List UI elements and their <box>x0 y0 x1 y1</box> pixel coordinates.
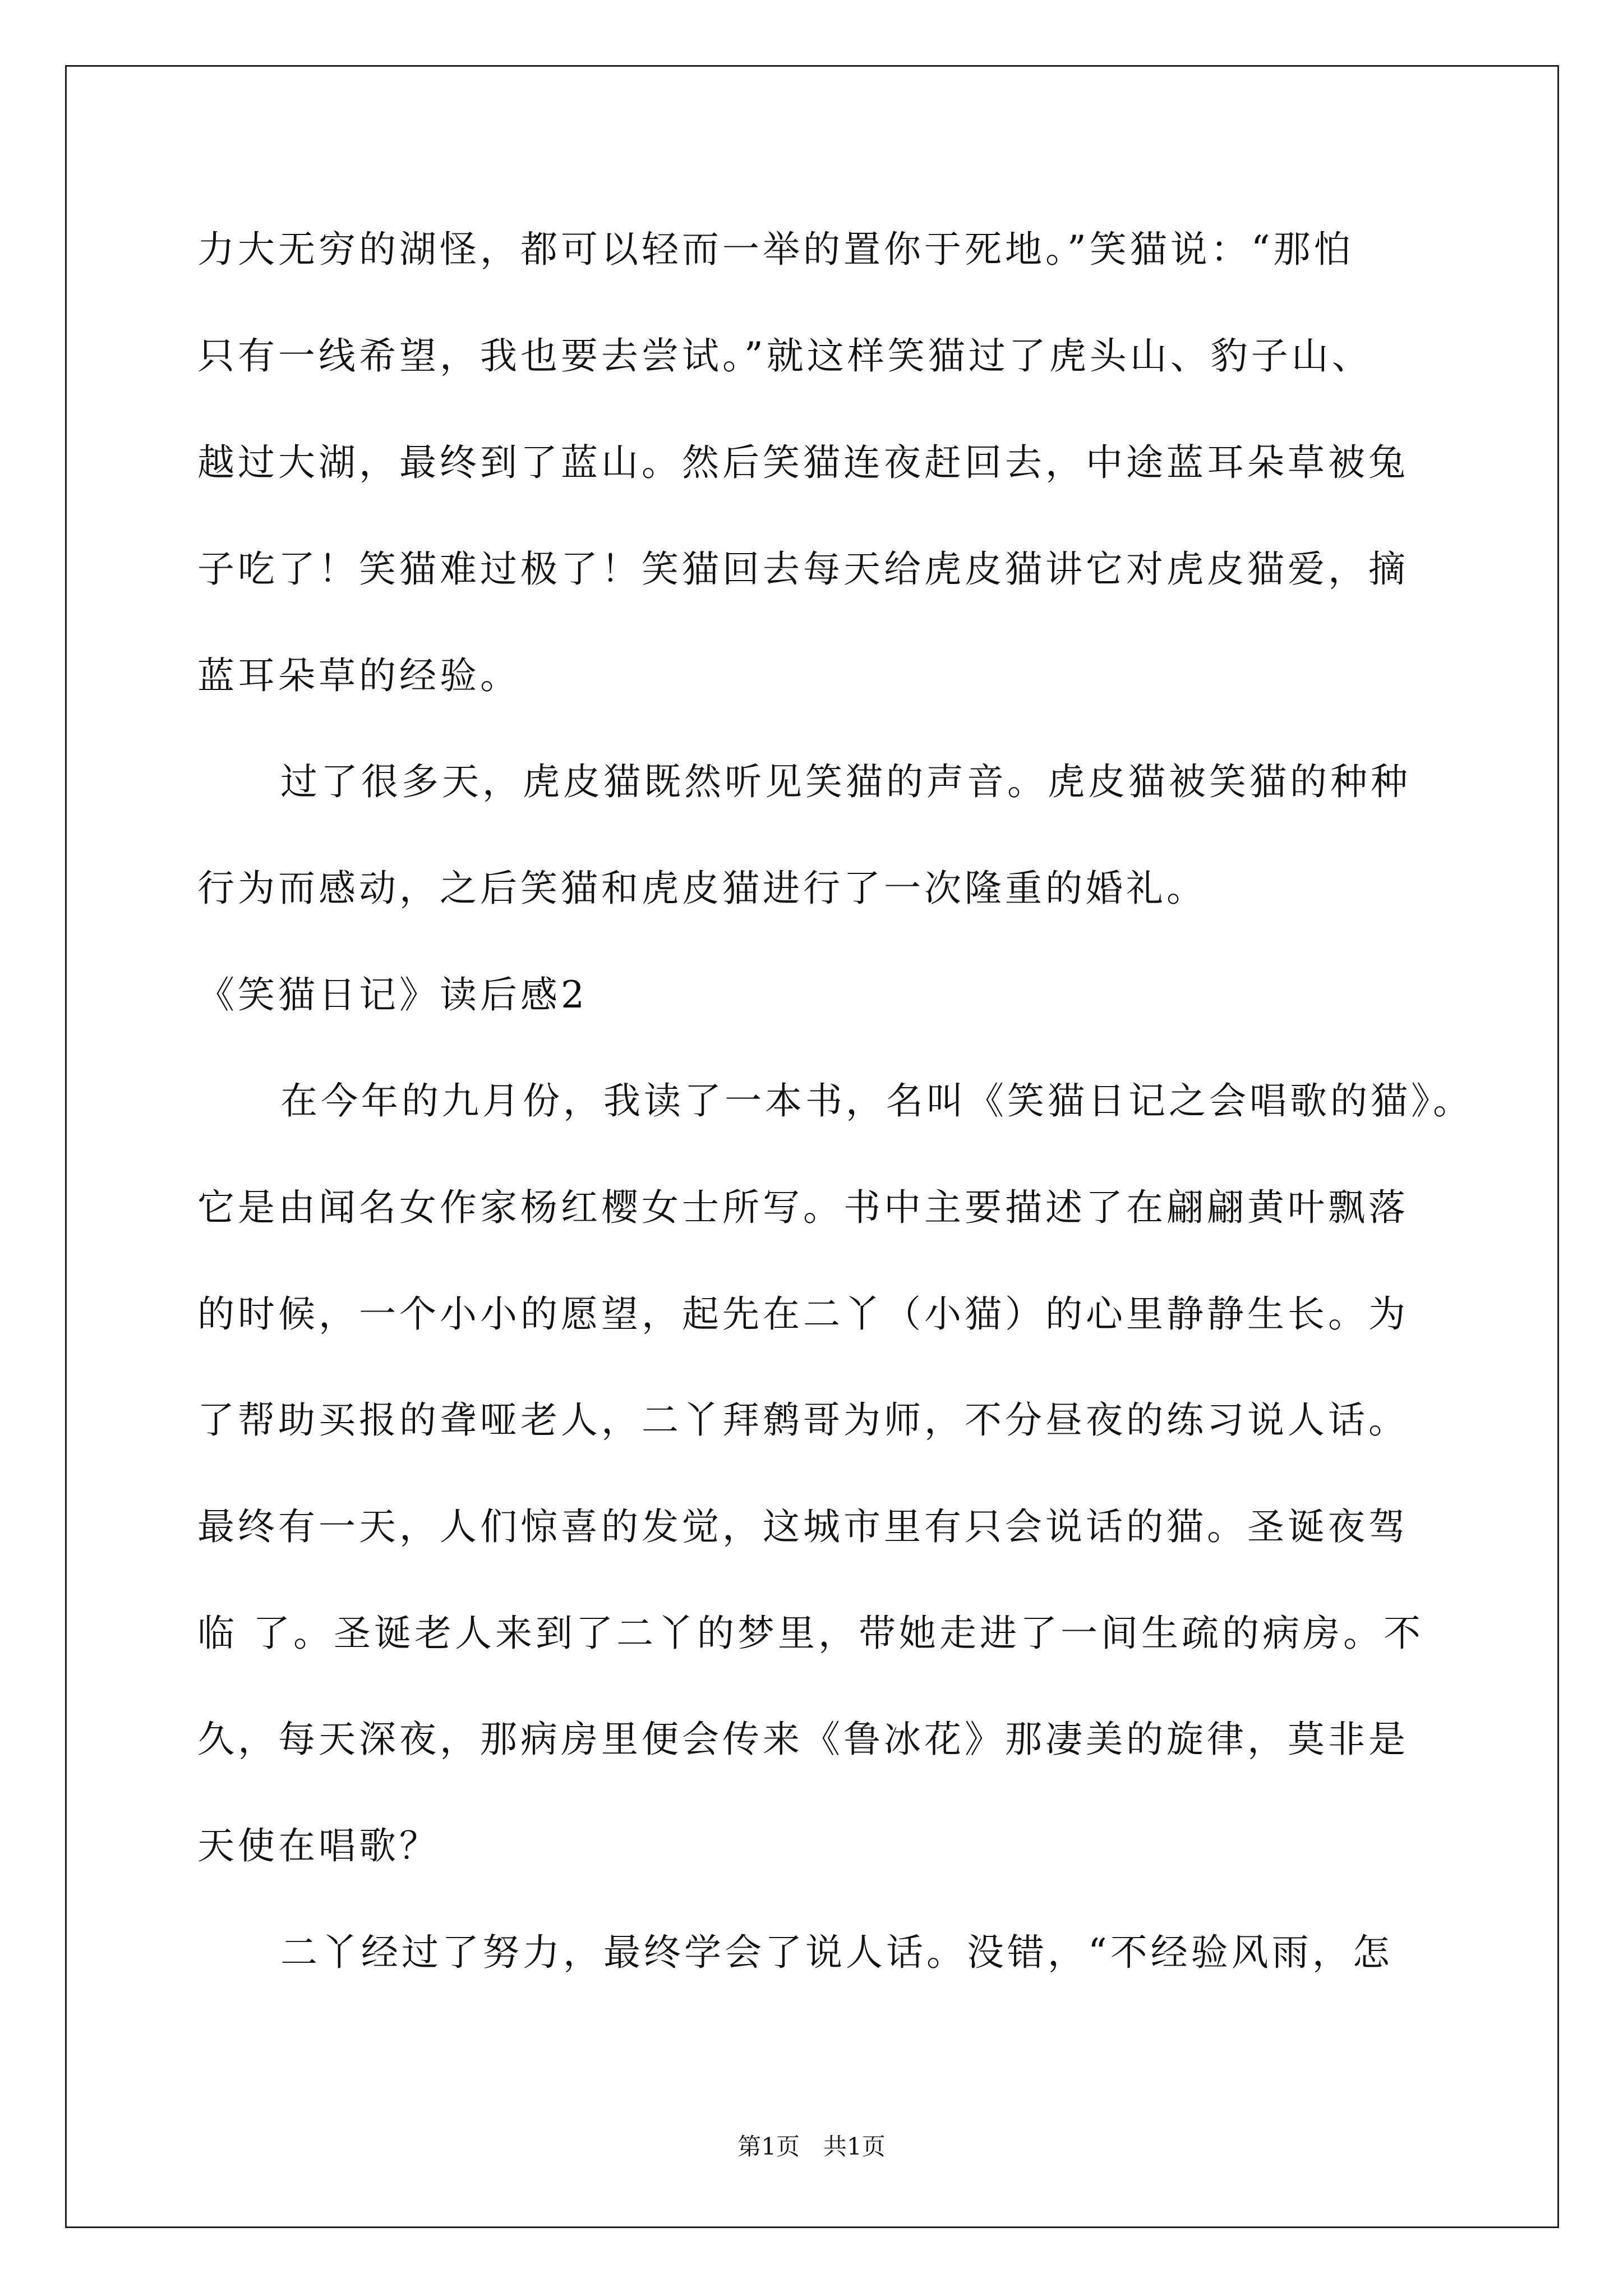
page-border <box>65 65 1559 2228</box>
body-line: 子吃了！笑猫难过极了！笑猫回去每天给虎皮猫讲它对虎皮猫爱，摘 <box>197 547 1409 591</box>
body-line: 它是由闻名女作家杨红樱女士所写。书中主要描述了在翩翩黄叶飘落 <box>197 1186 1409 1229</box>
body-line: 的时候，一个小小的愿望，起先在二丫（小猫）的心里静静生长。为 <box>197 1292 1409 1336</box>
body-line: 行为而感动，之后笑猫和虎皮猫进行了一次隆重的婚礼。 <box>197 867 1207 910</box>
body-line: 力大无穷的湖怪，都可以轻而一举的置你于死地。”笑猫说：“那怕 <box>197 228 1354 271</box>
body-line: 天使在唱歌？ <box>197 1824 440 1867</box>
body-line: 二丫经过了努力，最终学会了说人话。没错，“不经验风雨，怎 <box>280 1931 1393 1974</box>
body-line: 最终有一天，人们惊喜的发觉，这城市里有只会说话的猫。圣诞夜驾 <box>197 1505 1409 1548</box>
body-line: 过了很多天，虎皮猫既然听见笑猫的声音。虎皮猫被笑猫的种种 <box>280 760 1411 803</box>
body-line: 在今年的九月份，我读了一本书，名叫《笑猫日记之会唱歌的猫》。 <box>280 1079 1473 1122</box>
body-line: 久，每天深夜，那病房里便会传来《鲁冰花》那凄美的旋律，莫非是 <box>197 1718 1409 1761</box>
body-line: 了帮助买报的聋哑老人，二丫拜鹩哥为师，不分昼夜的练习说人话。 <box>197 1398 1409 1442</box>
body-line: 临 了。圣诞老人来到了二丫的梦里，带她走进了一间生疏的病房。不 <box>197 1612 1424 1655</box>
body-line: 蓝耳朵草的经验。 <box>197 654 520 697</box>
body-line: 只有一线希望，我也要去尝试。”就这样笑猫过了虎头山、豹子山、 <box>197 334 1372 378</box>
body-line: 越过大湖，最终到了蓝山。然后笑猫连夜赶回去，中途蓝耳朵草被兔 <box>197 441 1409 484</box>
section-heading: 《笑猫日记》读后感2 <box>197 973 588 1016</box>
page-footer: 第1页 共1页 <box>737 2133 886 2160</box>
